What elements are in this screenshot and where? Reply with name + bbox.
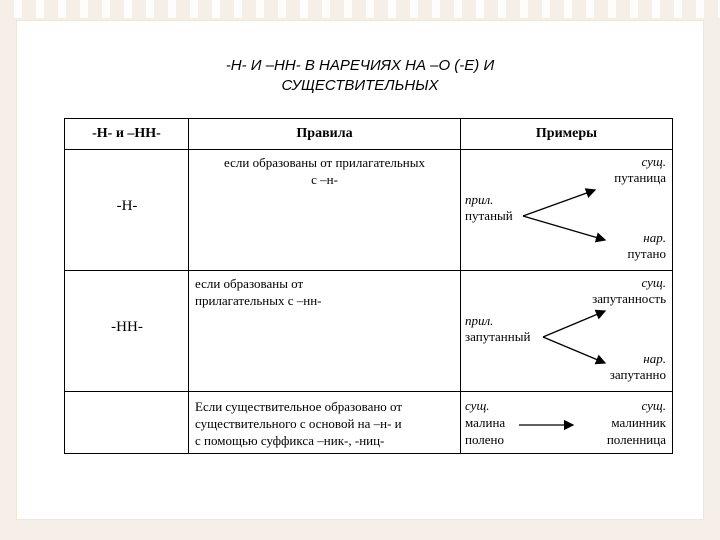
derived-noun-abbr: сущ. bbox=[641, 398, 666, 413]
adj-word: путаный bbox=[465, 208, 513, 223]
noun-abbr: сущ. bbox=[641, 154, 666, 169]
adv-abbr: нар. bbox=[643, 351, 666, 366]
rule-line: Если существительное образовано от bbox=[195, 399, 403, 414]
noun-word: путаница bbox=[614, 170, 666, 185]
title-line-2: СУЩЕСТВИТЕЛЬНЫХ bbox=[281, 77, 439, 94]
title-line-1: -Н- И –НН- В НАРЕЧИЯХ НА –О (-Е) И bbox=[225, 57, 495, 74]
table-row bbox=[65, 271, 673, 392]
derived-noun-1: малинник bbox=[611, 415, 666, 430]
rule-line: с –н- bbox=[311, 172, 338, 187]
adj-word: запутанный bbox=[465, 329, 531, 344]
base-noun-abbr: сущ. bbox=[465, 398, 490, 413]
rules-table bbox=[64, 118, 673, 454]
rule-line: если образованы от bbox=[195, 276, 304, 291]
rule-line: с помощью суффикса –ник-, -ниц- bbox=[195, 433, 385, 448]
table-row bbox=[65, 150, 673, 271]
row-label: -НН- bbox=[111, 319, 143, 335]
base-noun-2: полено bbox=[465, 432, 504, 447]
row-label: -Н- bbox=[116, 198, 138, 214]
rule-text bbox=[189, 150, 460, 192]
row-label-cell bbox=[65, 392, 189, 454]
page-title bbox=[0, 56, 720, 96]
torn-paper-edge bbox=[0, 0, 720, 18]
rule-line: существительного с основой на –н- и bbox=[195, 416, 402, 431]
rule-cell bbox=[189, 392, 461, 454]
rule-cell bbox=[189, 271, 461, 392]
rule-cell bbox=[189, 150, 461, 271]
table-row bbox=[65, 392, 673, 454]
header-suffix: -Н- и –НН- bbox=[65, 119, 189, 150]
arrow-to-noun bbox=[543, 311, 605, 337]
header-examples: Примеры bbox=[461, 119, 673, 150]
noun-word: запутанность bbox=[592, 291, 666, 306]
arrow-to-adverb bbox=[543, 337, 605, 363]
adv-word: запутанно bbox=[609, 367, 666, 382]
rule-text bbox=[189, 271, 460, 313]
adj-abbr: прил. bbox=[465, 313, 494, 328]
adv-abbr: нар. bbox=[643, 230, 666, 245]
example-cell bbox=[461, 271, 673, 392]
example-cell bbox=[461, 150, 673, 271]
base-noun-1: малина bbox=[465, 415, 506, 430]
row-label-cell bbox=[65, 271, 189, 392]
rule-line: если образованы от прилагательных bbox=[224, 155, 425, 170]
arrow-to-adverb bbox=[523, 216, 605, 240]
header-rules: Правила bbox=[189, 119, 461, 150]
rule-text bbox=[189, 392, 460, 453]
example-cell bbox=[461, 392, 673, 454]
table-header-row bbox=[65, 119, 673, 150]
noun-abbr: сущ. bbox=[641, 275, 666, 290]
rule-line: прилагательных с –нн- bbox=[195, 293, 322, 308]
adv-word: путано bbox=[627, 246, 666, 261]
adj-abbr: прил. bbox=[465, 192, 494, 207]
arrow-to-noun bbox=[523, 190, 595, 216]
row-label-cell bbox=[65, 150, 189, 271]
derived-noun-2: поленница bbox=[606, 432, 666, 447]
